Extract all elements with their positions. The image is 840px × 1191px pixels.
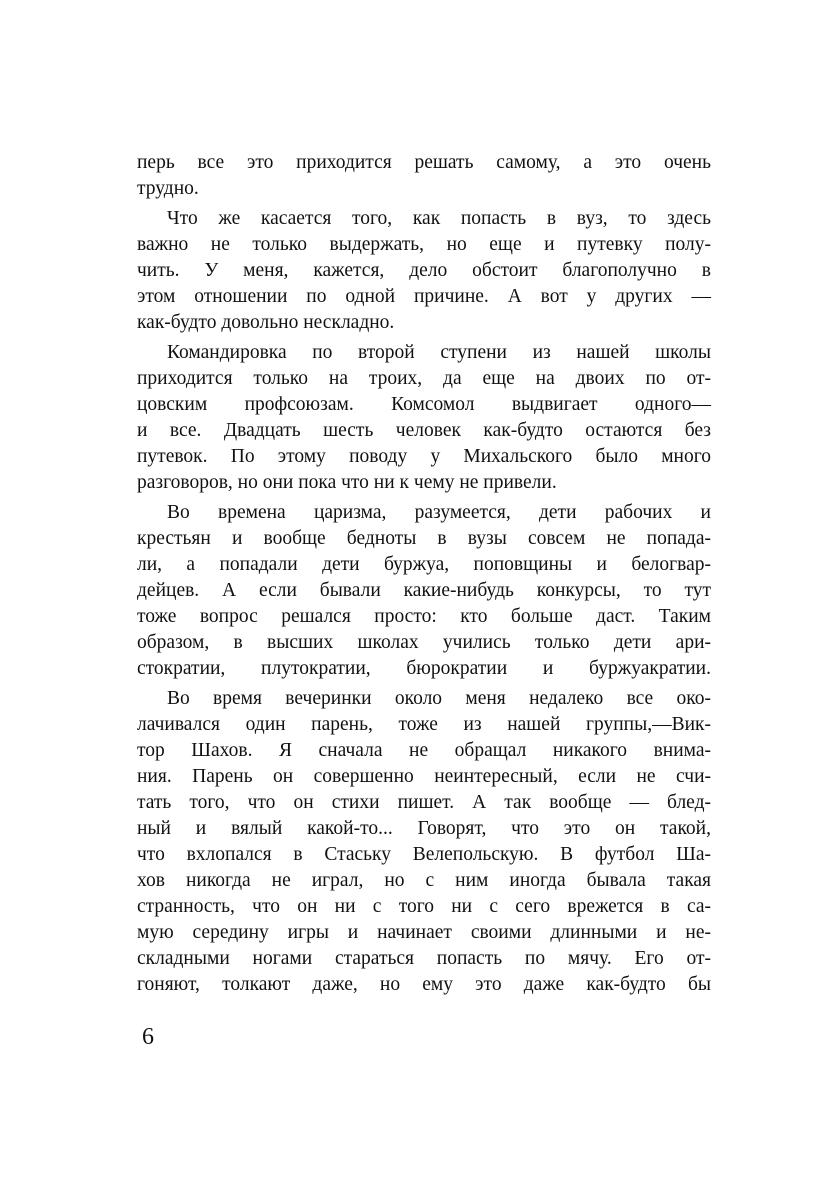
text-line: хов никогда не играл, но с ним иногда бывала такая [137, 870, 711, 891]
text-line: Во время вечеринки около меня недалеко все око- [167, 688, 711, 709]
text-line: важно не только выдержать, но еще и путевку полу- [137, 234, 711, 255]
text-line: стократии, плутократии, бюрократии и буржуакратии. [137, 658, 711, 679]
text-line: разговоров, но они пока что ни к чему не привели. [137, 472, 557, 493]
text-line: Во времена царизма, разумеется, дети рабочих и [167, 502, 711, 523]
text-line: приходится только на троих, да еще на двоих по от- [137, 368, 711, 389]
text-line: крестьян и вообще бедноты в вузы совсем не попада- [137, 528, 711, 549]
text-line: перь все это приходится решать самому, а это очень [137, 152, 711, 173]
text-line: странность, что он ни с того ни с сего врежется в са- [137, 896, 711, 917]
text-line: Командировка по второй ступени из нашей школы [167, 342, 711, 363]
text-line: цовским профсоюзам. Комсомол выдвигает одного— [137, 394, 711, 415]
text-line: мую середину игры и начинает своими длинными и не- [137, 922, 711, 943]
text-line: этом отношении по одной причине. А вот у других — [137, 286, 711, 307]
text-line: тор Шахов. Я сначала не обращал никакого внима- [137, 740, 711, 761]
text-line: тать того, что он стихи пишет. А так вообще — блед- [137, 792, 711, 813]
text-line: и все. Двадцать шесть человек как-будто остаются без [137, 420, 711, 441]
text-line: чить. У меня, кажется, дело обстоит благополучно в [137, 260, 711, 281]
text-line: дейцев. А если бывали какие-нибудь конкурсы, то тут [137, 580, 711, 601]
text-line: ния. Парень он совершенно неинтересный, если не счи- [137, 766, 711, 787]
text-line: складными ногами стараться попасть по мячу. Его от- [137, 948, 711, 969]
text-line: как-будто довольно нескладно. [137, 312, 395, 333]
page-number: 6 [142, 1024, 154, 1050]
text-line: трудно. [137, 178, 199, 199]
text-line: лачивался один парень, тоже из нашей группы,—Вик- [137, 714, 711, 735]
text-line: путевок. По этому поводу у Михальского было много [137, 446, 711, 467]
text-line: Что же касается того, как попасть в вуз, то здесь [167, 208, 711, 229]
text-line: тоже вопрос решался просто: кто больше даст. Таким [137, 606, 711, 627]
text-line: что вхлопался в Стаську Велепольскую. В футбол Ша- [137, 844, 711, 865]
text-line: гоняют, толкают даже, но ему это даже как-будто бы [137, 974, 711, 995]
text-line: ный и вялый какой-то... Говорят, что это он такой, [137, 818, 711, 839]
text-line: образом, в высших школах учились только дети ари- [137, 632, 711, 653]
text-line: ли, а попадали дети буржуа, поповщины и белогвар- [137, 554, 711, 575]
